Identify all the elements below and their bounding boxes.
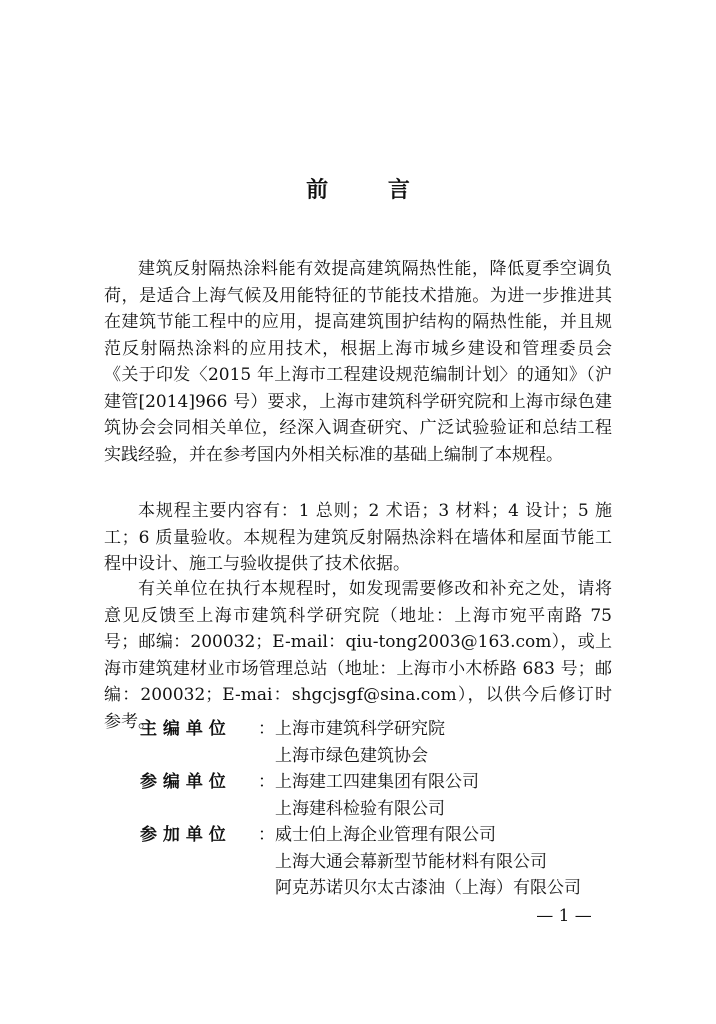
organization-list bbox=[140, 716, 620, 902]
org-label: 参 加 单 位 bbox=[140, 825, 226, 845]
org-name: 威士伯上海企业管理有限公司 bbox=[275, 825, 496, 845]
org-name: 上海建工四建集团有限公司 bbox=[275, 772, 479, 792]
org-label: 主 编 单 位 bbox=[140, 719, 226, 739]
co-editor-units bbox=[140, 769, 620, 822]
colon: ： bbox=[258, 772, 275, 792]
colon: ： bbox=[258, 825, 275, 845]
chief-editor-units bbox=[140, 716, 620, 769]
preface-paragraph-2: 本规程主要内容有：1 总则；2 术语；3 材料；4 设计；5 施工；6 质量验收。本规程为建筑反射隔热涂料在墙体和屋面节能工程中设计、施工与验收提供了技术依据。 bbox=[104, 501, 612, 574]
participating-units bbox=[140, 822, 620, 902]
preface-paragraph-3: 有关单位在执行本规程时，如发现需要修改和补充之处，请将意见反馈至上海市建筑科学研究院（地址：上海市宛平南路 75 号；邮编：200032；E-mail：qiu-tong2003@163.com），或上海市建筑建材业市场管理总站（地址：上海市小木桥路 683 号；邮编：200032；E-mai：shgcjsgf@sina.com），以供今后修订时参考。 bbox=[104, 579, 612, 732]
preface-paragraph-1: 建筑反射隔热涂料能有效提高建筑隔热性能，降低夏季空调负荷，是适合上海气候及用能特征的节能技术措施。为进一步推进其在建筑节能工程中的应用，提高建筑围护结构的隔热性能，并且规范反射隔热涂料的应用技术，根据上海市城乡建设和管理委员会《关于印发〈2015 年上海市工程建设规范编制计划〉的通知》（沪建管[2014]966 号）要求，上海市建筑科学研究院和上海市绿色建筑协会会同相关单位，经深入调查研究、广泛试验验证和总结工程实践经验，并在参考国内外相关标准的基础上编制了本规程。 bbox=[104, 259, 612, 465]
org-name: 阿克苏诺贝尔太古漆油（上海）有限公司 bbox=[275, 878, 581, 898]
page-number: — 1 — bbox=[536, 906, 592, 926]
org-name: 上海市建筑科学研究院 bbox=[275, 719, 445, 739]
org-name: 上海建科检验有限公司 bbox=[275, 798, 445, 819]
page-title: 前 言 bbox=[306, 177, 436, 203]
org-label: 参 编 单 位 bbox=[140, 772, 226, 792]
colon: ： bbox=[258, 719, 275, 739]
org-name: 上海市绿色建筑协会 bbox=[275, 745, 428, 766]
org-name: 上海大通会幕新型节能材料有限公司 bbox=[275, 851, 547, 872]
